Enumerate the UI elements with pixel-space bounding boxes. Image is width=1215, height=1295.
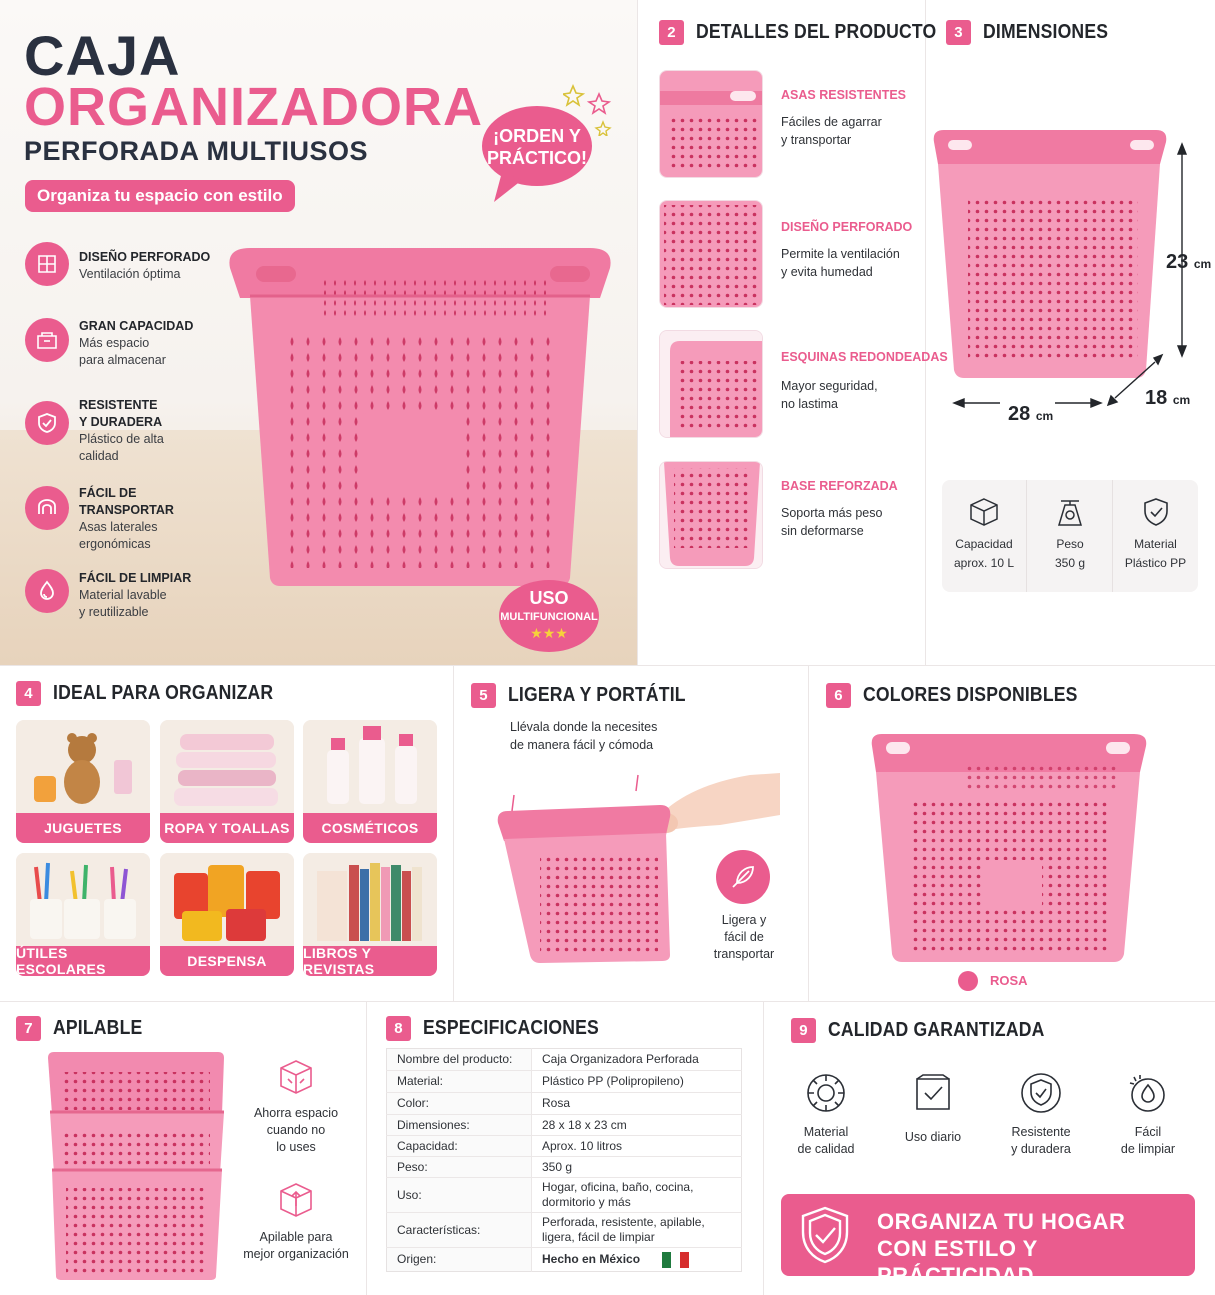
quality-text-line: y duradera — [1011, 1141, 1071, 1156]
quality-text-line: Material — [803, 1125, 849, 1139]
divider — [366, 1002, 367, 1295]
detail-text-line: y evita humedad — [781, 265, 873, 280]
tile-towels — [160, 720, 294, 843]
spec-label: Peso — [1056, 537, 1084, 551]
detail-thumb-corners — [659, 330, 763, 438]
quality-text — [986, 1124, 1096, 1158]
feature-text: Material lavable — [79, 587, 167, 602]
feature-title: Y DURADERA — [79, 414, 163, 429]
spec-value: Plástico PP — [1124, 555, 1187, 570]
spec-key: Capacidad: — [387, 1136, 532, 1157]
width-label — [1008, 403, 1053, 426]
feature-title: RESISTENTE — [79, 398, 158, 412]
spec-value-origin — [532, 1248, 742, 1272]
divider — [808, 666, 809, 1001]
stack-note-line: Ahorra espacio — [253, 1106, 339, 1120]
detail-text-line: Mayor seguridad, — [781, 379, 878, 393]
light-heading — [471, 683, 710, 708]
spec-key: Origen: — [387, 1248, 532, 1272]
spec-label: Material — [1134, 537, 1177, 551]
tile-pantry — [160, 853, 294, 976]
stack-note-1 — [246, 1105, 346, 1156]
daily-use-icon — [911, 1071, 955, 1115]
specs-heading — [386, 1016, 623, 1041]
light-note-line: transportar — [713, 946, 775, 961]
quality-text-line: Resistente — [1011, 1125, 1071, 1139]
space-saving-icon — [276, 1057, 316, 1097]
stack-note-line: lo uses — [276, 1139, 316, 1154]
section-number: 5 — [471, 683, 496, 708]
specs-table — [386, 1048, 742, 1272]
perforated-grid-icon — [25, 242, 69, 286]
colors-heading — [826, 683, 1107, 708]
shield-check-icon — [25, 401, 69, 445]
hero-tagline: Organiza tu espacio con estilo — [25, 180, 295, 212]
tile-caption: JUGUETES — [16, 813, 150, 843]
detail-title: ASAS RESISTENTES — [781, 88, 907, 102]
spec-key: Nombre del producto: — [387, 1049, 532, 1071]
depth-label — [1145, 387, 1190, 410]
hero-title-line2: ORGANIZADORA — [24, 77, 483, 137]
quality-text — [771, 1124, 881, 1158]
section-title: DIMENSIONES — [983, 21, 1109, 43]
handle-icon — [25, 486, 69, 530]
spec-value: Plástico PP (Polipropileno) — [532, 1071, 742, 1093]
section-title: LIGERA Y PORTÁTIL — [508, 684, 686, 706]
spec-weight — [1028, 480, 1113, 592]
unit: cm — [1193, 257, 1212, 271]
spec-capacity — [942, 480, 1027, 592]
spec-key: Material: — [387, 1071, 532, 1093]
light-subtitle — [510, 718, 657, 754]
section-number: 3 — [946, 20, 971, 45]
divider — [453, 666, 454, 1001]
table-row — [387, 1248, 742, 1272]
box-icon — [967, 495, 1001, 529]
quality-gear-icon — [804, 1071, 848, 1115]
shield-check-icon — [1139, 495, 1173, 529]
section-number: 4 — [16, 681, 41, 706]
storage-box-icon — [25, 318, 69, 362]
table-row — [387, 1157, 742, 1178]
section-number: 2 — [659, 20, 684, 45]
divider — [763, 1002, 764, 1295]
quality-banner — [781, 1194, 1195, 1288]
banner-line: CON ESTILO Y PRÁCTICIDAD — [877, 1235, 1038, 1288]
spec-key: Color: — [387, 1093, 532, 1115]
light-note-line: fácil de — [724, 929, 764, 944]
bubble-line2: PRÁCTICO! — [487, 147, 587, 168]
spec-material — [1113, 480, 1198, 592]
tile-caption: LIBROS Y REVISTAS — [303, 946, 437, 976]
section-title: IDEAL PARA ORGANIZAR — [53, 682, 274, 704]
table-row — [387, 1115, 742, 1136]
stacked-baskets-image — [44, 1050, 229, 1282]
table-row — [387, 1136, 742, 1157]
easy-clean-icon — [1126, 1071, 1170, 1115]
detail-text — [781, 504, 882, 540]
feature-title: TRANSPORTAR — [79, 502, 174, 517]
feature-text: Más espacio — [79, 335, 150, 350]
table-row — [387, 1071, 742, 1093]
spec-key: Dimensiones: — [387, 1115, 532, 1136]
spec-value: Aprox. 10 litros — [532, 1136, 742, 1157]
detail-title: ESQUINAS REDONDEADAS — [781, 350, 948, 364]
unit: cm — [1035, 409, 1054, 423]
hero-title-line1: CAJA — [24, 24, 181, 87]
section-title: CALIDAD GARANTIZADA — [828, 1019, 1045, 1041]
tile-toys — [16, 720, 150, 843]
detail-title: BASE REFORZADA — [781, 479, 898, 493]
sparkle-stars-icon — [563, 84, 613, 136]
quick-specs-box — [942, 480, 1198, 592]
divider — [0, 665, 1215, 666]
spec-key: Peso: — [387, 1157, 532, 1178]
spec-key: Características: — [387, 1213, 532, 1248]
tile-caption: DESPENSA — [160, 946, 294, 976]
section-number: 7 — [16, 1016, 41, 1041]
height-label — [1166, 251, 1211, 274]
feature-title: DISEÑO PERFORADO — [79, 250, 211, 264]
divider — [0, 1001, 1215, 1002]
detail-text-line: Soporta más peso — [781, 506, 883, 520]
detail-text-line: Permite la ventilación — [781, 247, 900, 261]
section-number: 8 — [386, 1016, 411, 1041]
quality-text-line: Fácil — [1134, 1125, 1162, 1139]
badge-line1: USO — [529, 588, 569, 608]
detail-thumb-perforated — [659, 200, 763, 308]
mexico-flag-icon — [662, 1252, 689, 1268]
tile-school-supplies — [16, 853, 150, 976]
detail-text-line: Fáciles de agarrar — [781, 115, 882, 129]
spec-value: 350 g — [1054, 555, 1086, 570]
quality-text-line: de limpiar — [1120, 1141, 1176, 1156]
spec-value: Perforada, resistente, apilable, ligera, fácil de limpiar — [532, 1213, 742, 1248]
color-name: ROSA — [990, 973, 1028, 988]
detail-title: DISEÑO PERFORADO — [781, 220, 913, 234]
table-row — [387, 1049, 742, 1071]
quality-heading — [791, 1018, 1074, 1043]
scale-icon — [1053, 495, 1087, 529]
section-number: 6 — [826, 683, 851, 708]
feature-text: para almacenar — [79, 352, 166, 367]
detail-thumb-base — [659, 461, 763, 569]
ideal-heading — [16, 681, 303, 706]
quality-text-line: de calidad — [797, 1141, 855, 1156]
detail-text-line: no lastima — [781, 397, 838, 412]
spec-label: Capacidad — [955, 537, 1013, 551]
spec-value: Hogar, oficina, baño, cocina, dormitorio y más — [532, 1178, 742, 1213]
divider — [637, 0, 638, 665]
feature-title: FÁCIL DE LIMPIAR — [79, 571, 192, 585]
feature-text: calidad — [79, 448, 119, 463]
spec-value: 350 g — [532, 1157, 742, 1178]
quality-text — [878, 1129, 988, 1146]
tile-books — [303, 853, 437, 976]
banner-line: ORGANIZA TU HOGAR — [877, 1209, 1126, 1234]
tile-caption: ROPA Y TOALLAS — [160, 813, 294, 843]
water-drop-icon — [25, 569, 69, 613]
tile-caption: ÚTILES ESCOLARES — [16, 946, 150, 976]
stackable-box-icon — [276, 1180, 316, 1222]
feature-text: Plástico de alta — [79, 431, 164, 446]
height-value: 23 — [1166, 251, 1189, 273]
detail-text — [781, 377, 878, 413]
section-title: ESPECIFICACIONES — [423, 1017, 599, 1039]
stack-heading — [16, 1016, 155, 1041]
detail-thumb-handles — [659, 70, 763, 178]
hero-basket-image — [220, 238, 620, 588]
section-number: 9 — [791, 1018, 816, 1043]
width-value: 28 — [1008, 403, 1031, 425]
quality-text-line: Uso diario — [904, 1130, 962, 1144]
color-basket-image — [866, 728, 1151, 966]
multifunctional-badge — [499, 580, 599, 652]
stack-note-line: mejor organización — [243, 1246, 349, 1261]
quality-text — [1093, 1124, 1203, 1158]
shield-check-icon — [1019, 1071, 1063, 1115]
hero-title-line3: PERFORADA MULTIUSOS — [24, 136, 368, 166]
stack-note-line: Apilable para — [259, 1230, 333, 1244]
table-row — [387, 1213, 742, 1248]
spec-value: aprox. 10 L — [953, 555, 1015, 570]
light-subtitle-line: Llévala donde la necesites — [510, 720, 658, 734]
detail-text-line: sin deformarse — [781, 524, 864, 539]
detail-text-line: y transportar — [781, 133, 852, 148]
feature-text: Asas laterales — [79, 519, 158, 534]
shield-check-icon — [797, 1204, 853, 1266]
bubble-line1: ¡ORDEN Y — [493, 126, 581, 146]
table-row — [387, 1093, 742, 1115]
unit: cm — [1172, 393, 1191, 407]
dimension-arrows — [950, 140, 1200, 420]
badge-line2: MULTIFUNCIONAL — [500, 611, 598, 623]
tile-caption: COSMÉTICOS — [303, 813, 437, 843]
table-row — [387, 1178, 742, 1213]
spec-value: Caja Organizadora Perforada — [542, 1052, 699, 1066]
light-note-line: Ligera y — [721, 913, 767, 927]
section-title: COLORES DISPONIBLES — [863, 684, 1078, 706]
detail-text — [781, 113, 882, 149]
feature-title: FÁCIL DE — [79, 486, 137, 500]
light-note — [700, 912, 788, 963]
feature-text: ergonómicas — [79, 536, 151, 551]
feature-title: GRAN CAPACIDAD — [79, 319, 194, 333]
spec-value: Rosa — [532, 1093, 742, 1115]
stack-note-line: cuando no — [266, 1122, 326, 1137]
badge-stars: ★★★ — [530, 625, 568, 641]
spec-value: 28 x 18 x 23 cm — [532, 1115, 742, 1136]
feather-icon — [716, 850, 770, 904]
tile-cosmetics — [303, 720, 437, 843]
section-title: DETALLES DEL PRODUCTO — [696, 21, 937, 43]
stack-note-2 — [240, 1229, 352, 1263]
spec-key: Uso: — [387, 1178, 532, 1213]
section-title: APILABLE — [53, 1017, 143, 1039]
feature-text: Ventilación óptima — [79, 266, 181, 281]
detail-text — [781, 245, 900, 281]
divider — [925, 0, 926, 665]
light-subtitle-line: de manera fácil y cómoda — [510, 738, 654, 753]
banner-text — [877, 1209, 1195, 1289]
feature-text: y reutilizable — [79, 604, 149, 619]
dimensions-heading — [946, 20, 1125, 45]
details-heading — [659, 20, 969, 45]
color-swatch-rosa[interactable] — [958, 971, 978, 991]
spec-value: Hecho en México — [542, 1251, 641, 1266]
depth-value: 18 — [1145, 387, 1168, 409]
